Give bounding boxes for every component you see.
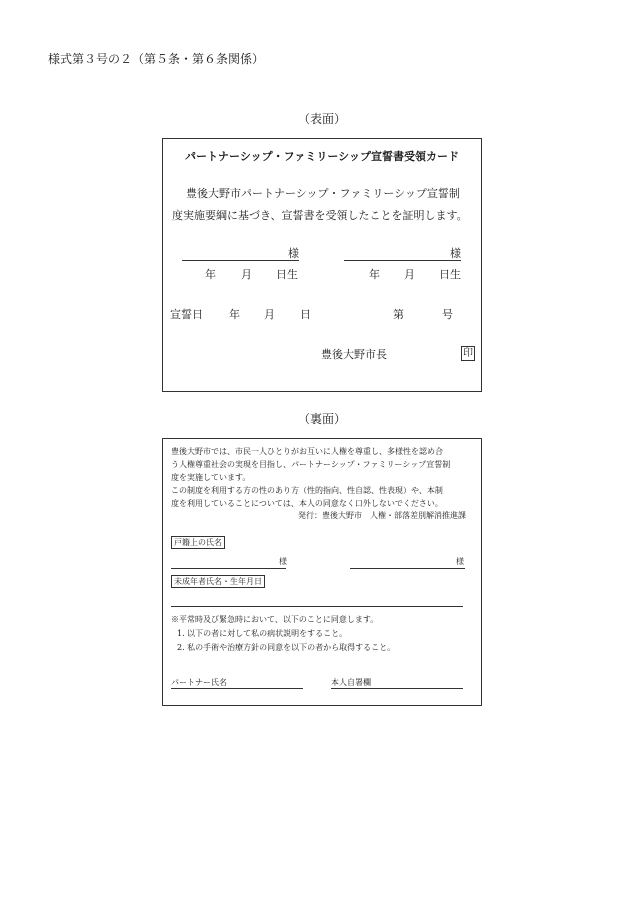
- self-signature-label: 本人自署欄: [331, 678, 371, 687]
- name-line-1: [182, 260, 299, 261]
- partner-name-line: [171, 688, 303, 689]
- card-title: パートナーシップ・ファミリーシップ宣誓書受領カード: [185, 150, 459, 163]
- oath-year: 年: [229, 308, 240, 321]
- oath-day: 日: [300, 308, 311, 321]
- back-para1-line3: 度を実施しています。: [171, 473, 251, 482]
- oath-month: 月: [264, 308, 275, 321]
- name-line-2: [344, 260, 461, 261]
- family-register-name-label: 戸籍上の氏名: [171, 536, 225, 549]
- consent-line: ※平常時及び緊急時において、以下のことに同意します。: [171, 615, 379, 624]
- birth-day-1: 日生: [276, 268, 298, 281]
- number-prefix: 第: [393, 308, 404, 321]
- consent-item-1: 1. 以下の者に対して私の病状説明をすること。: [177, 629, 348, 638]
- birth-year-2: 年: [369, 268, 380, 281]
- minor-name-label: 未成年者氏名・生年月日: [171, 575, 265, 588]
- form-number: 様式第３号の２（第５条・第６条関係）: [48, 52, 265, 66]
- number-suffix: 号: [442, 308, 453, 321]
- certificate-text-line1: 豊後大野市パートナーシップ・ファミリーシップ宣誓制: [186, 187, 460, 200]
- sama-2: 様: [450, 247, 461, 260]
- back-sama-1: 様: [279, 557, 287, 566]
- back-sama-2: 様: [456, 557, 464, 566]
- issuer: 豊後大野市長: [321, 348, 387, 361]
- back-para1-line2: う人権尊重社会の実現を目指し、パートナーシップ・ファミリーシップ宣誓制: [171, 460, 451, 469]
- birth-day-2: 日生: [439, 268, 461, 281]
- self-signature-line: [331, 688, 463, 689]
- front-side-label: （表面）: [298, 112, 347, 126]
- back-para2-line2: 度を利用していることについては、本人の同意なく口外しないでください。: [171, 499, 443, 508]
- back-para2-line1: この制度を利用する方の性のあり方（性的指向、性自認、性表現）や、本制: [171, 486, 443, 495]
- birth-year-1: 年: [205, 268, 216, 281]
- back-side-label: （裏面）: [298, 412, 347, 426]
- back-card: [162, 438, 482, 706]
- publisher: 発行：豊後大野市 人権・部落差別解消推進課: [298, 511, 466, 520]
- front-card: [162, 138, 482, 392]
- back-para1-line1: 豊後大野市では、市民一人ひとりがお互いに人権を尊重し、多様性を認め合: [171, 447, 443, 456]
- sama-1: 様: [288, 247, 299, 260]
- partner-name-label: パートナー氏名: [171, 678, 227, 687]
- certificate-text-line2: 度実施要綱に基づき、宣誓書を受領したことを証明します。: [172, 209, 468, 222]
- minor-line: [171, 606, 463, 607]
- birth-month-2: 月: [404, 268, 415, 281]
- oath-date-label: 宣誓日: [170, 308, 203, 321]
- birth-month-1: 月: [241, 268, 252, 281]
- consent-item-2: 2. 私の手術や治療方針の同意を以下の者から取得すること。: [177, 643, 396, 652]
- seal-stamp: 印: [463, 348, 473, 359]
- back-name-line-1: [171, 568, 286, 569]
- back-name-line-2: [350, 568, 465, 569]
